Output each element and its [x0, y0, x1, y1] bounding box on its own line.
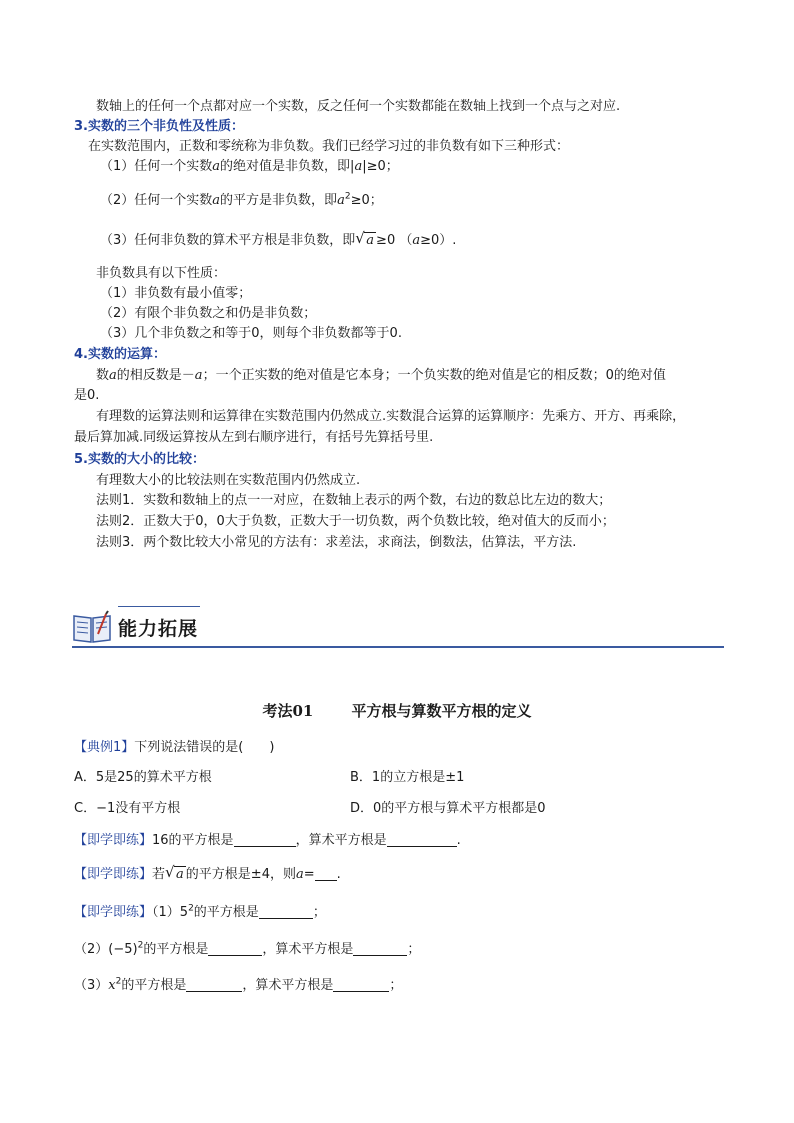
- option-b: B．1的立方根是±1: [350, 770, 465, 785]
- nonneg-form-3: （3）任何非负数的算术平方根是非负数，即 √ a ≥0 （a≥0）.: [100, 229, 457, 248]
- heading-operations: 4.实数的运算：: [74, 347, 166, 362]
- section-title: 能力拓展: [118, 618, 199, 640]
- nonneg-prop-2: （2）有限个非负数之和仍是非负数；: [100, 306, 317, 321]
- header-underline: [72, 646, 724, 648]
- option-c: C．−1没有平方根: [74, 801, 181, 816]
- option-a: A．5是25的算术平方根: [74, 770, 212, 785]
- axis-correspondence-text: 数轴上的任何一个点都对应一个实数，反之任何一个实数都能在数轴上找到一个点与之对应.: [96, 99, 621, 114]
- comparison-rule-3: 法则3．两个数比较大小常见的方法有：求差法，求商法，倒数法，估算法，平方法.: [96, 535, 577, 550]
- nonneg-form-1: （1）任何一个实数a的绝对值是非负数，即|a|≥0；: [100, 159, 399, 174]
- practice-2: 【即学即练】若 √ a 的平方根是±4，则a= .: [74, 863, 341, 882]
- sqrt-symbol: √ a: [355, 229, 375, 248]
- practice-1: 【即学即练】16的平方根是 ，算术平方根是 .: [74, 833, 461, 848]
- section-header: [72, 604, 724, 648]
- operations-line-2: 是0.: [74, 388, 100, 403]
- answer-blank[interactable]: [259, 904, 313, 919]
- answer-blank[interactable]: [234, 832, 296, 847]
- comparison-intro: 有理数大小的比较法则在实数范围内仍然成立.: [96, 473, 361, 488]
- practice-3-line-3: $(3)x^2$的平方根是 ，算术平方根是 ；: [74, 976, 403, 993]
- book-icon: [72, 608, 112, 644]
- answer-blank[interactable]: [387, 832, 457, 847]
- nonneg-form-2: （2）任何一个实数a的平方是非负数，即$a^2\ge 0$；: [100, 191, 383, 208]
- answer-blank[interactable]: [208, 941, 262, 956]
- nonneg-prop-1: （1）非负数有最小值零；: [100, 286, 252, 301]
- operations-line-4: 最后算加减.同级运算按从左到右顺序进行，有括号先算括号里.: [74, 430, 434, 445]
- nonneg-intro: 在实数范围内，正数和零统称为非负数。我们已经学习过的非负数有如下三种形式：: [88, 139, 570, 154]
- example-1-question: 【典例1】下列说法错误的是( ): [74, 740, 275, 755]
- header-accent-line: [118, 606, 200, 607]
- practice-3-line-1: 【即学即练】$(1)5^2$的平方根是 ；: [74, 903, 326, 920]
- answer-blank[interactable]: [186, 977, 242, 992]
- heading-comparison: 5.实数的大小的比较：: [74, 452, 205, 467]
- operations-line-3: 有理数的运算法则和运算律在实数范围内仍然成立.实数混合运算的运算顺序：先乘方、开方、再乘除，: [96, 409, 686, 424]
- sqrt-symbol: √ a: [165, 863, 184, 882]
- method-title: 考法01 平方根与算数平方根的定义: [262, 702, 532, 720]
- heading-nonnegativity: 3.实数的三个非负性及性质：: [74, 119, 244, 134]
- option-d: D．0的平方根与算术平方根都是0: [350, 801, 546, 816]
- comparison-rule-2: 法则2．正数大于0，0大于负数，正数大于一切负数，两个负数比较，绝对值大的反而小；: [96, 514, 615, 529]
- comparison-rule-1: 法则1．实数和数轴上的点一一对应，在数轴上表示的两个数，右边的数总比左边的数大；: [96, 493, 612, 508]
- operations-line-1: 数a的相反数是－a；一个正实数的绝对值是它本身；一个负实数的绝对值是它的相反数；0的绝对值: [96, 368, 666, 383]
- answer-blank[interactable]: [353, 941, 407, 956]
- nonneg-prop-3: （3）几个非负数之和等于0，则每个非负数都等于0.: [100, 326, 402, 341]
- practice-3-line-2: $(2)(-5)^2$的平方根是 ，算术平方根是 ；: [74, 940, 421, 957]
- nonneg-props-title: 非负数具有以下性质：: [96, 266, 227, 281]
- answer-blank[interactable]: [315, 866, 337, 881]
- answer-blank[interactable]: [333, 977, 389, 992]
